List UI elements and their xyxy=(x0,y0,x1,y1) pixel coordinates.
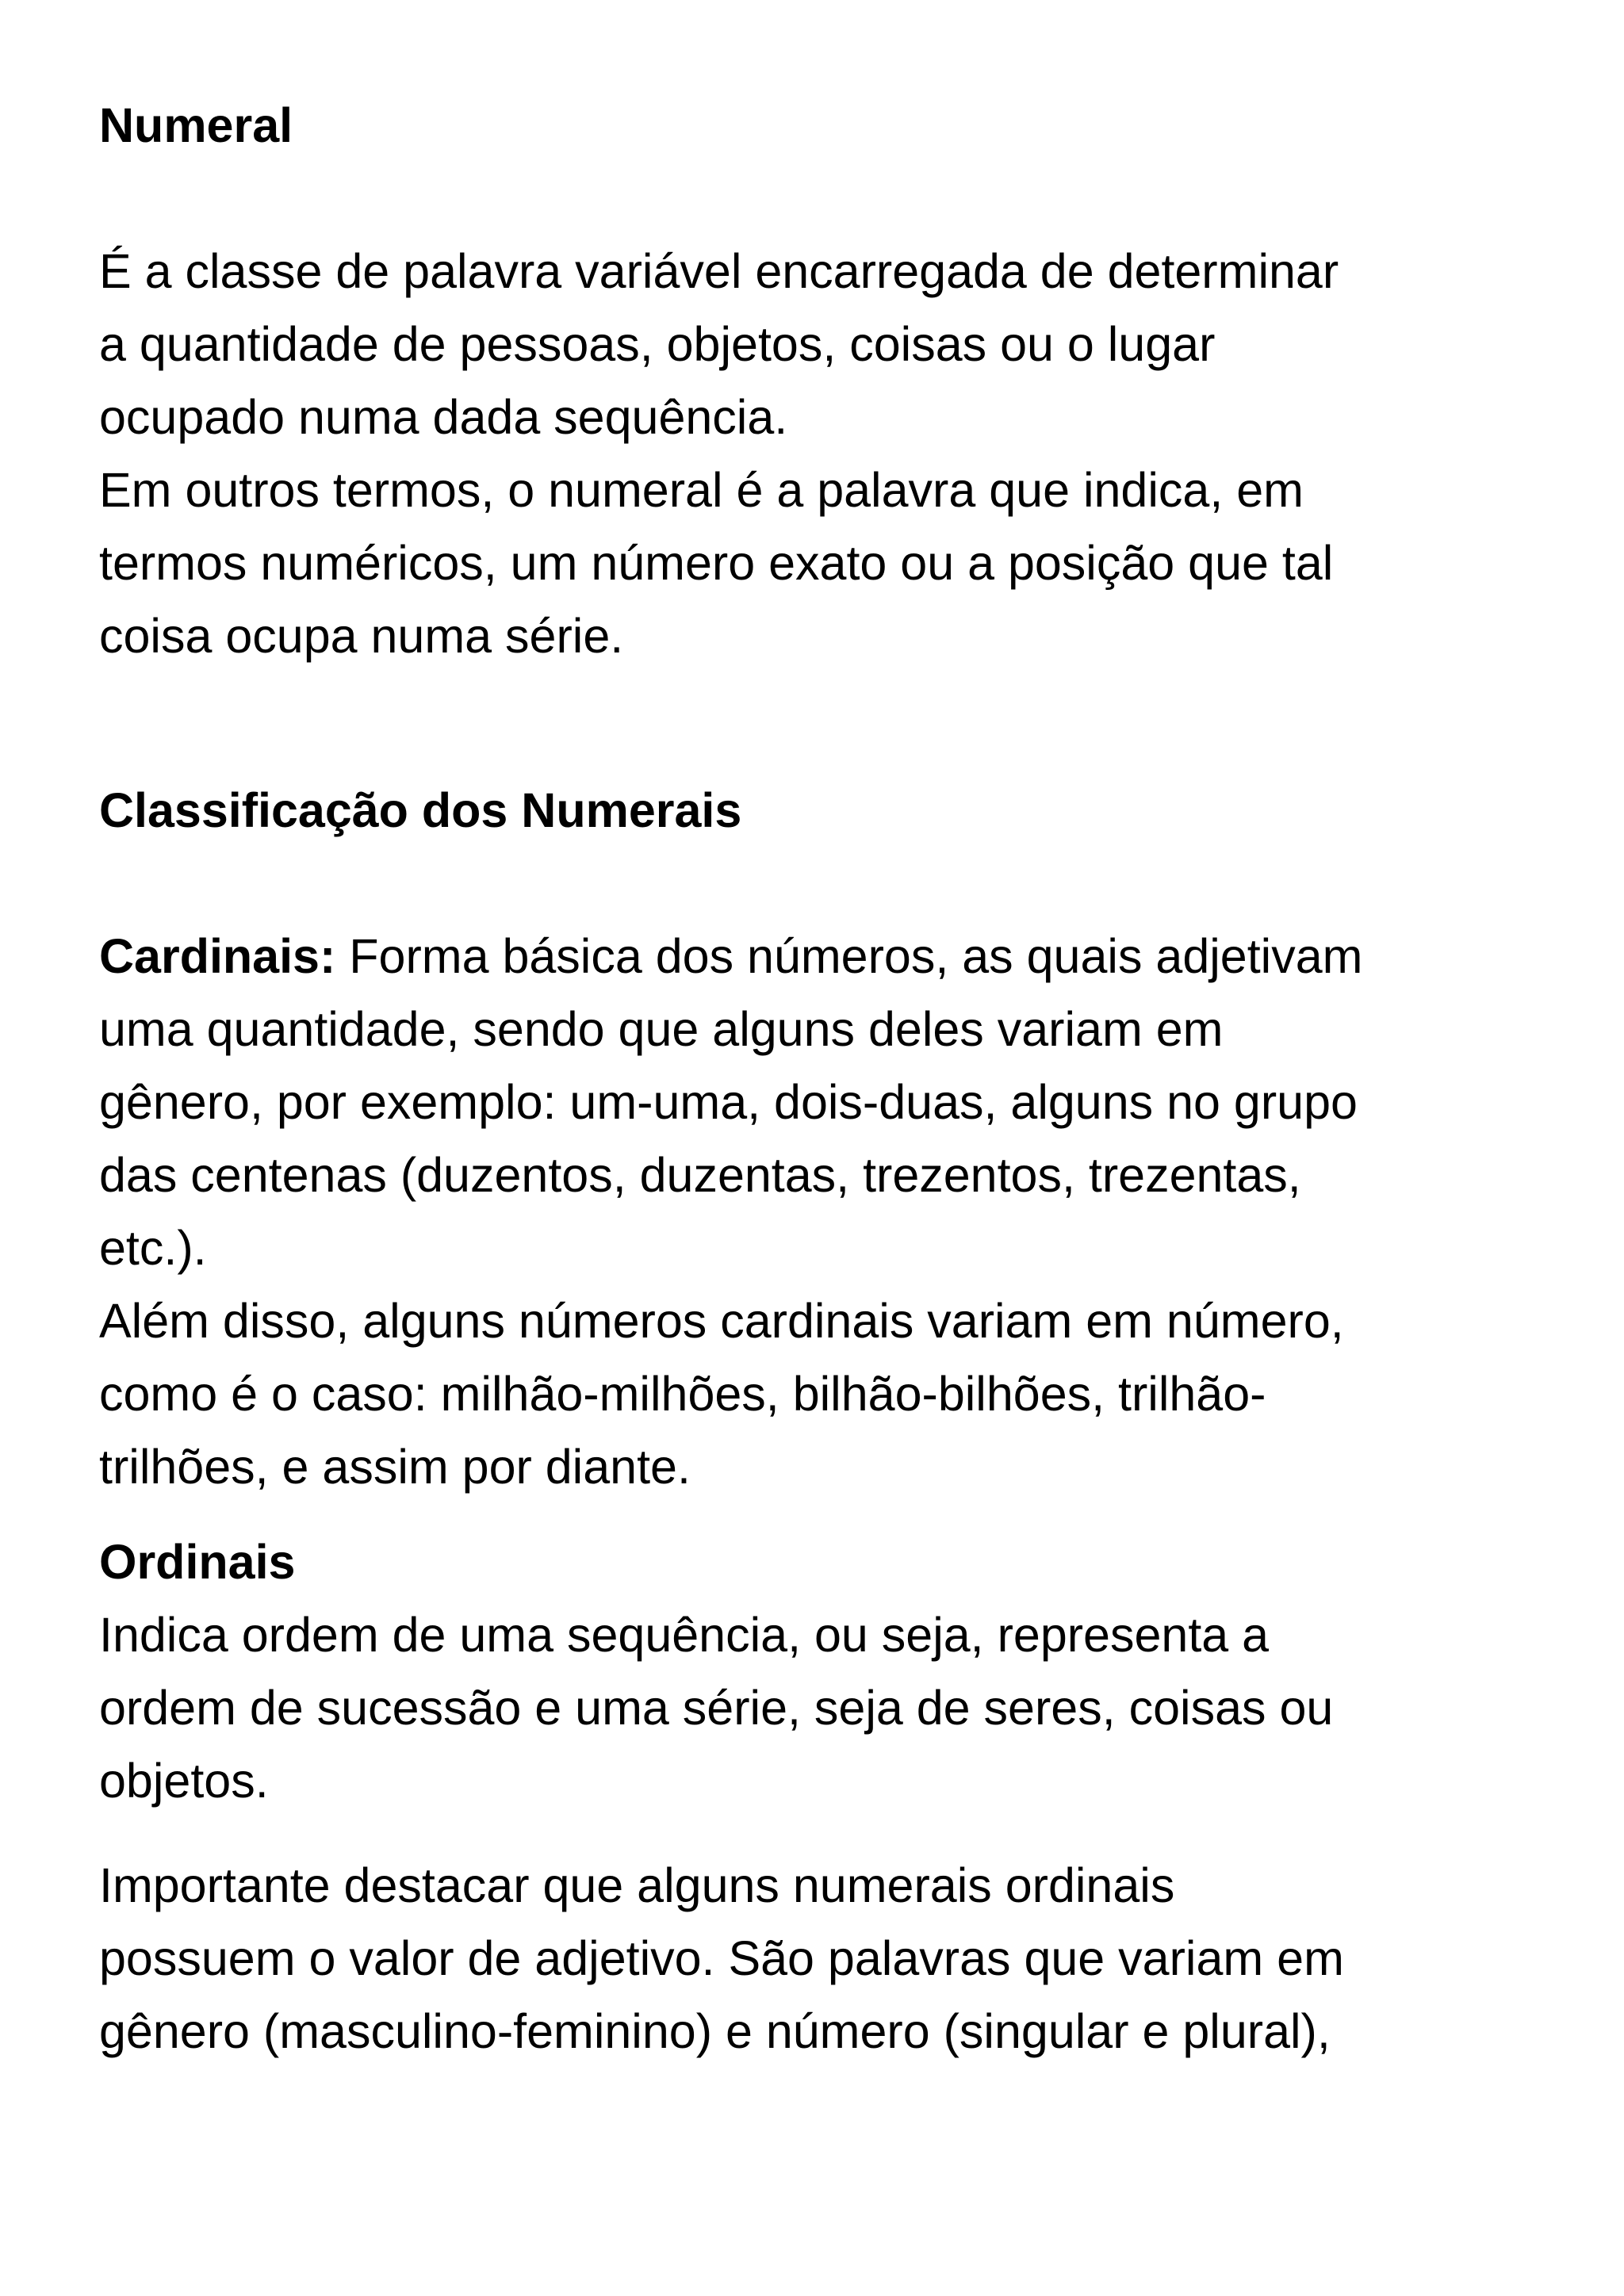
paragraph-line: uma quantidade, sendo que alguns deles variam em xyxy=(99,1002,1224,1056)
paragraph-line: trilhões, e assim por diante. xyxy=(99,1440,691,1494)
cardinais-label: Cardinais: xyxy=(99,929,336,983)
title-text: Numeral xyxy=(99,98,293,152)
paragraph-line: Importante destacar que alguns numerais ordinais xyxy=(99,1858,1175,1912)
paragraph-line: objetos. xyxy=(99,1754,269,1808)
paragraph-line xyxy=(99,920,1574,993)
section-heading-ordinais xyxy=(99,1525,1574,1598)
paragraph-line: gênero (masculino-feminino) e número (singular e plural), xyxy=(99,2004,1331,2058)
paragraph-line: Indica ordem de uma sequência, ou seja, representa a xyxy=(99,1608,1270,1662)
importante-paragraph xyxy=(99,1849,1574,2068)
paragraph-line: ocupado numa dada sequência. xyxy=(99,390,788,444)
cardinais-paragraph xyxy=(99,920,1574,1503)
intro-paragraph xyxy=(99,235,1574,672)
paragraph-line: Em outros termos, o numeral é a palavra que indica, em xyxy=(99,463,1304,517)
page-title xyxy=(99,89,1574,162)
paragraph-line: como é o caso: milhão-milhões, bilhão-bilhões, trilhão- xyxy=(99,1367,1266,1421)
cardinais-first-line-text: Forma básica dos números, as quais adjetivam xyxy=(335,929,1363,983)
paragraph-line: possuem o valor de adjetivo. São palavras que variam em xyxy=(99,1931,1344,1985)
paragraph-line: coisa ocupa numa série. xyxy=(99,609,624,663)
paragraph-line: termos numéricos, um número exato ou a posição que tal xyxy=(99,536,1334,590)
ordinais-paragraph xyxy=(99,1598,1574,1817)
paragraph-line: gênero, por exemplo: um-uma, dois-duas, alguns no grupo xyxy=(99,1075,1358,1129)
paragraph-line: das centenas (duzentos, duzentas, trezentos, trezentas, xyxy=(99,1148,1301,1202)
paragraph-line: etc.). xyxy=(99,1221,207,1275)
heading-text: Ordinais xyxy=(99,1535,296,1589)
paragraph-line: É a classe de palavra variável encarregada de determinar xyxy=(99,244,1339,298)
section-heading-classificacao xyxy=(99,774,1574,847)
paragraph-line: Além disso, alguns números cardinais variam em número, xyxy=(99,1294,1344,1348)
paragraph-line: ordem de sucessão e uma série, seja de seres, coisas ou xyxy=(99,1681,1334,1735)
paragraph-line: a quantidade de pessoas, objetos, coisas ou o lugar xyxy=(99,317,1216,371)
heading-text: Classificação dos Numerais xyxy=(99,783,742,837)
